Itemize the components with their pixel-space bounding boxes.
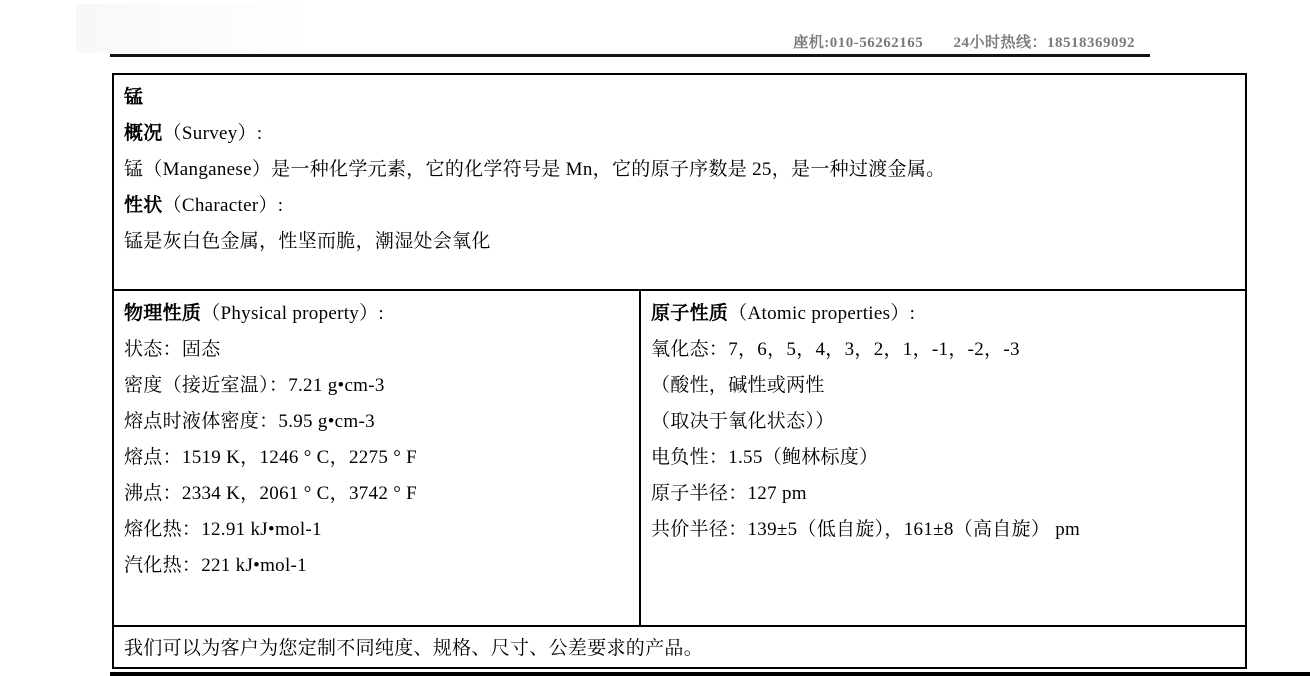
physical-property-line: 状态：固态 bbox=[124, 339, 221, 360]
physical-property-line: 熔点：1519 K，1246 ° C，2275 ° F bbox=[124, 447, 418, 468]
atomic-label-suffix: （Atomic properties）: bbox=[728, 303, 916, 324]
character-heading bbox=[124, 188, 1231, 224]
character-label: 性状 bbox=[124, 195, 163, 216]
atomic-label: 原子性质 bbox=[651, 303, 729, 324]
hotline-number: 24小时热线：18518369092 bbox=[953, 35, 1135, 51]
header-divider bbox=[110, 54, 1150, 57]
overview-section bbox=[114, 75, 1245, 291]
physical-properties-cell bbox=[114, 291, 641, 625]
element-data-table bbox=[112, 73, 1247, 669]
physical-label-suffix: （Physical property）: bbox=[201, 303, 384, 324]
physical-property-line: 密度（接近室温）：7.21 g•cm-3 bbox=[124, 375, 385, 396]
properties-section bbox=[114, 291, 1245, 625]
atomic-properties-cell bbox=[641, 291, 1245, 625]
atomic-heading bbox=[651, 296, 1237, 332]
survey-label: 概况 bbox=[124, 123, 163, 144]
physical-property-line: 汽化热：221 kJ•mol-1 bbox=[124, 555, 307, 576]
element-title: 锰 bbox=[124, 87, 144, 108]
survey-heading bbox=[124, 116, 1231, 152]
physical-heading bbox=[124, 296, 631, 332]
character-label-suffix: （Character）: bbox=[162, 195, 284, 216]
custom-order-note: 我们可以为客户为您定制不同纯度、规格、尺寸、公差要求的产品。 bbox=[124, 638, 704, 659]
atomic-property-line: （取决于氧化状态）） bbox=[651, 411, 835, 432]
atomic-property-line: 氧化态：7，6，5，4，3，2，1，-1，-2，-3 bbox=[651, 339, 1020, 360]
atomic-property-line: 电负性：1.55（鲍林标度） bbox=[651, 447, 879, 468]
atomic-property-line: 共价半径：139±5（低自旋），161±8（高自旋） pm bbox=[651, 519, 1081, 540]
atomic-property-line: （酸性，碱性或两性 bbox=[651, 375, 825, 396]
physical-label: 物理性质 bbox=[124, 303, 202, 324]
contact-header bbox=[793, 31, 1135, 52]
phone-number: 座机:010-56262165 bbox=[793, 35, 924, 51]
page-title-line bbox=[124, 80, 1231, 116]
atomic-property-line: 原子半径：127 pm bbox=[651, 483, 807, 504]
survey-text: 锰（Manganese）是一种化学元素，它的化学符号是 Mn，它的原子序数是 25，是一种过渡金属。 bbox=[124, 159, 946, 180]
footer-bar bbox=[110, 672, 1310, 676]
survey-label-suffix: （Survey）: bbox=[162, 123, 263, 144]
physical-property-line: 沸点：2334 K，2061 ° C，3742 ° F bbox=[124, 483, 418, 504]
physical-property-line: 熔点时液体密度：5.95 g•cm-3 bbox=[124, 411, 375, 432]
faded-logo bbox=[76, 4, 314, 53]
character-text: 锰是灰白色金属，性坚而脆，潮湿处会氧化 bbox=[124, 231, 491, 252]
custom-order-note-row bbox=[114, 625, 1245, 666]
physical-property-line: 熔化热：12.91 kJ•mol-1 bbox=[124, 519, 322, 540]
